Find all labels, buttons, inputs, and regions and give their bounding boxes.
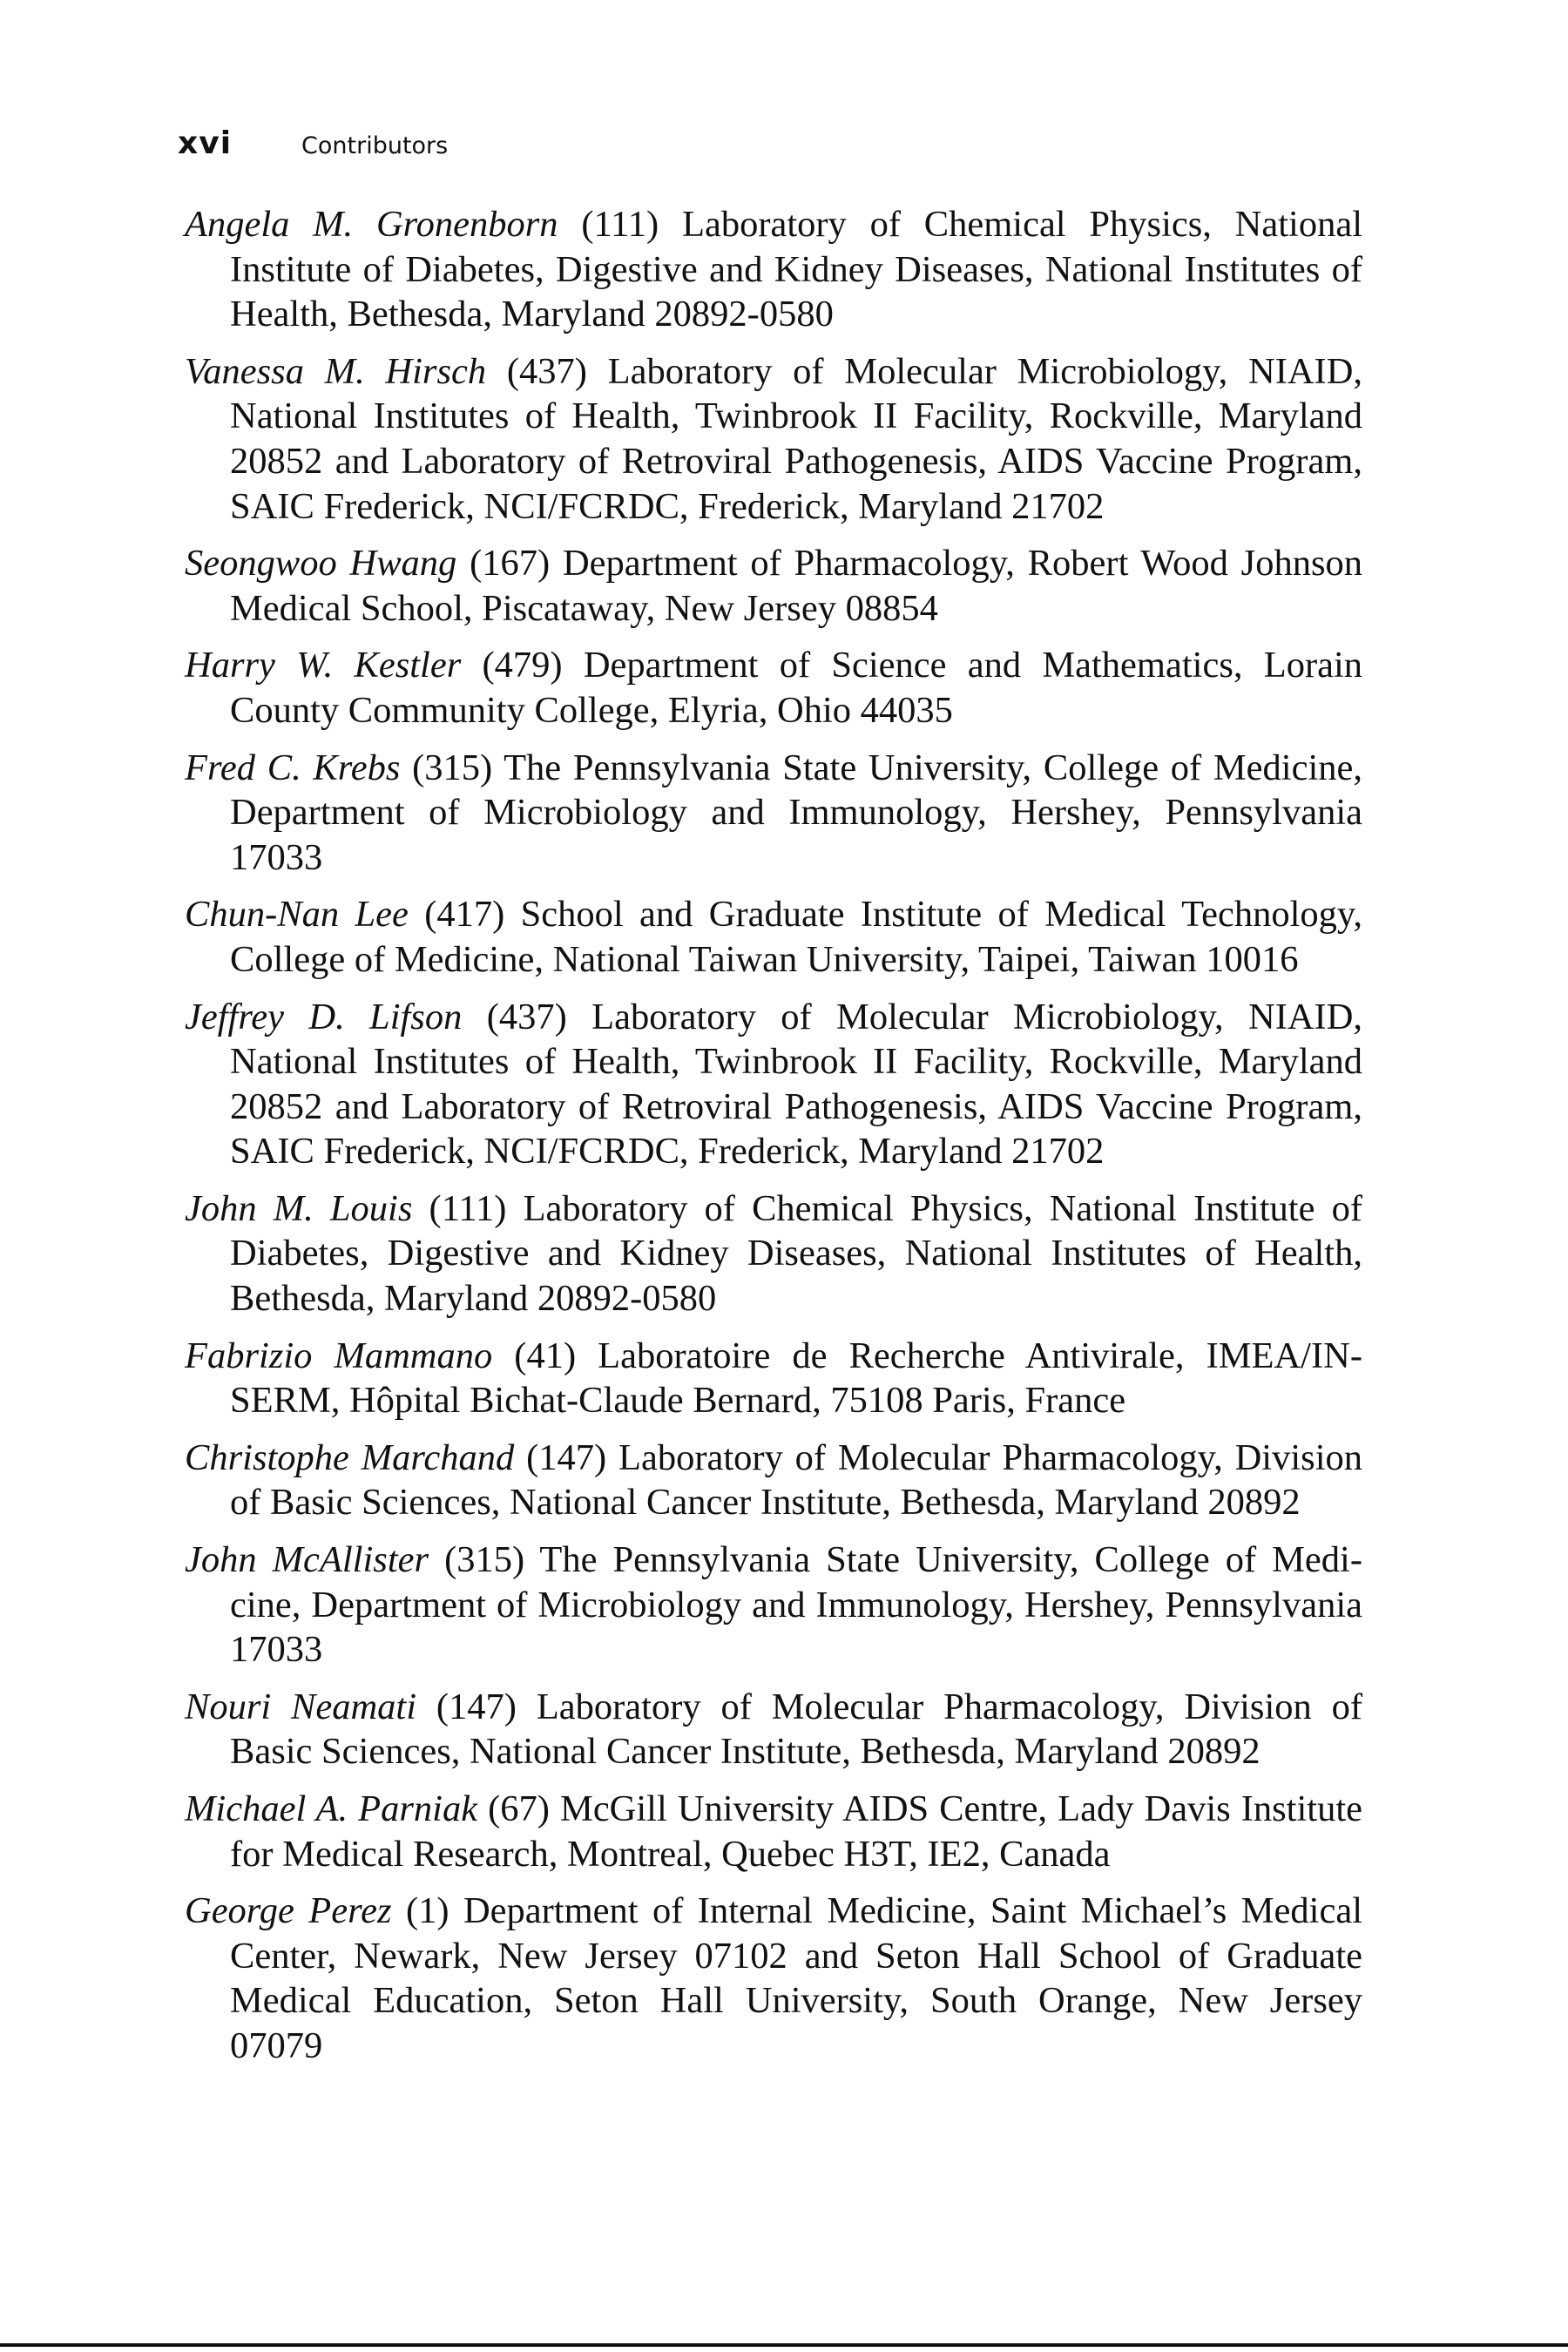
- contributor-chapter-page: (147): [526, 1436, 607, 1478]
- contributor-entry: [185, 1889, 1362, 2068]
- contributor-chapter-page: (111): [429, 1187, 507, 1229]
- contributor-name: Michael A. Parniak: [185, 1788, 478, 1829]
- contributor-affiliation: School and Graduate Institute of Medical Technology, College of Medicine, National Taiwan University, Taipei, Taiwan 10016: [230, 894, 1362, 980]
- contributor-affiliation: Laboratory of Chemical Physics, National Institute of Diabetes, Digestive and Kidney Diseases, National Institutes of Health, Bethesda, Maryland 20892-0580: [230, 204, 1363, 335]
- contributor-entry: [185, 1334, 1362, 1423]
- contributor-name: Nouri Neamati: [185, 1686, 417, 1727]
- contributor-name: John M. Louis: [185, 1187, 413, 1229]
- contributor-entry: [185, 541, 1362, 631]
- contributor-chapter-page: (41): [514, 1335, 577, 1376]
- contributor-affiliation: Department of Science and Mathematics, Lorain County Community College, Elyria, Ohio 44035: [230, 645, 1363, 731]
- contributor-name: Chun-Nan Lee: [185, 894, 409, 936]
- contributor-chapter-page: (315): [412, 747, 493, 788]
- contributor-affiliation: The Pennsylvania State University, College of Medicine, Department of Microbiology and Immunology, Hershey, Pennsylvania 17033: [230, 1539, 1363, 1671]
- contributor-name: Vanessa M. Hirsch: [185, 350, 487, 392]
- contributor-name: Fred C. Krebs: [185, 747, 401, 788]
- contributor-affiliation: Laboratory of Molecular Pharmacology, Division of Basic Sciences, National Cancer Institute, Bethesda, Maryland 20892: [230, 1436, 1363, 1524]
- contributor-name: George Perez: [185, 1890, 392, 1932]
- contributor-chapter-page: (67): [488, 1788, 550, 1829]
- contributor-entry: [185, 1186, 1362, 1321]
- contributor-entry: [185, 1436, 1362, 1525]
- contributor-entry: [185, 1787, 1362, 1876]
- contributor-name: Angela M. Gronenborn: [185, 204, 558, 245]
- contributor-entry: [185, 202, 1362, 337]
- contributor-chapter-page: (111): [581, 204, 659, 245]
- contributor-chapter-page: (167): [470, 543, 551, 585]
- contributor-affiliation: The Pennsylvania State University, College of Medicine, Department of Microbiology and Immunology, Hershey, Pennsylvania 17033: [230, 747, 1362, 878]
- contributor-name: Christophe Marchand: [185, 1436, 515, 1478]
- contributor-affiliation: Laboratory of Molecular Microbiology, NIAID, National Institutes of Health, Twinbrook II Facility, Rockville, Maryland 20852 and Laboratory of Retroviral Pathogenesis, AIDS Vaccine Program, SAIC Frederick, NCI/FCRDC, Frederick, Maryland 21702: [230, 996, 1363, 1173]
- contributor-name: Harry W. Kestler: [185, 645, 462, 686]
- contributor-chapter-page: (147): [436, 1686, 517, 1727]
- page-bottom-edge: [0, 2343, 1568, 2347]
- contributor-name: Seongwoo Hwang: [185, 543, 457, 585]
- contributor-chapter-page: (1): [405, 1890, 449, 1932]
- page-number: xvi: [178, 125, 233, 161]
- contributor-affiliation: Laboratory of Molecular Microbiology, NIAID, National Institutes of Health, Twinbrook II Facility, Rockville, Maryland 20852 and Laboratory of Retroviral Pathogenesis, AIDS Vaccine Program, SAIC Frederick, NCI/FCRDC, Frederick, Maryland 21702: [230, 350, 1363, 527]
- contributor-chapter-page: (417): [424, 894, 505, 936]
- contributor-affiliation: Laboratoire de Recherche Antivirale, IMEA/INSERM, Hôpital Bichat-Claude Bernard, 75108 Paris, France: [230, 1335, 1362, 1422]
- running-header: [178, 125, 448, 160]
- contributor-affiliation: McGill University AIDS Centre, Lady Davis Institute for Medical Research, Montreal, Quebec H3T, IE2, Canada: [230, 1788, 1363, 1875]
- contributor-affiliation: Department of Pharmacology, Robert Wood Johnson Medical School, Piscataway, New Jersey 08854: [230, 543, 1362, 629]
- contributor-entry: [185, 995, 1362, 1174]
- contributor-affiliation: Laboratory of Molecular Pharmacology, Division of Basic Sciences, National Cancer Institute, Bethesda, Maryland 20892: [230, 1686, 1363, 1773]
- contributor-name: Fabrizio Mammano: [185, 1335, 493, 1376]
- contributor-entry: [185, 1685, 1362, 1774]
- contributor-chapter-page: (437): [486, 996, 567, 1037]
- contributors-list: [185, 202, 1362, 2081]
- contributor-name: John McAllister: [185, 1539, 429, 1581]
- contributor-chapter-page: (437): [506, 350, 587, 392]
- section-title: Contributors: [301, 132, 449, 159]
- contributor-entry: [185, 643, 1362, 733]
- contributor-name: Jeffrey D. Lifson: [185, 996, 463, 1037]
- contributor-entry: [185, 892, 1362, 982]
- contributor-chapter-page: (479): [482, 645, 563, 686]
- contributor-entry: [185, 349, 1362, 529]
- contributor-entry: [185, 1538, 1362, 1673]
- contributor-entry: [185, 746, 1362, 881]
- contributor-chapter-page: (315): [444, 1539, 525, 1581]
- contributor-affiliation: Department of Internal Medicine, Saint Michael’s Medical Center, Newark, New Jersey 07102 and Seton Hall School of Graduate Medical Education, Seton Hall University, South Orange, New Jersey 07079: [230, 1890, 1362, 2066]
- contributor-affiliation: Laboratory of Chemical Physics, National Institute of Diabetes, Digestive and Kidney Diseases, National Institutes of Health, Bethesda, Maryland 20892-0580: [230, 1187, 1363, 1320]
